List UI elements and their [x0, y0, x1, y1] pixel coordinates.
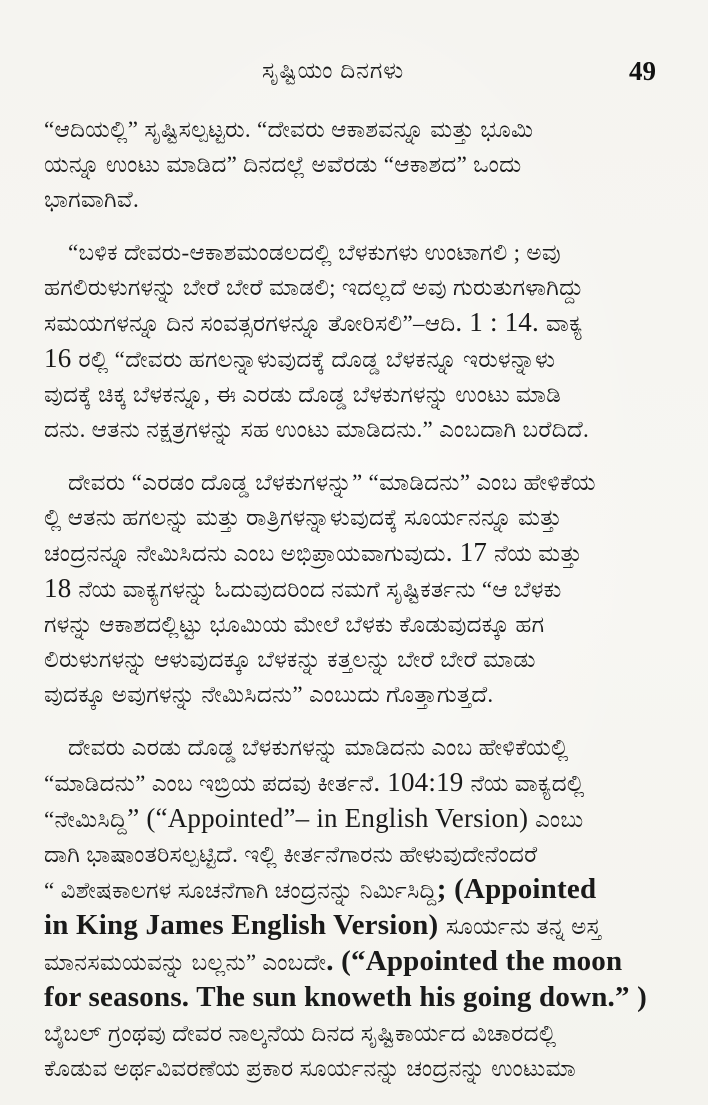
paragraph — [44, 465, 666, 712]
text-line: “ಬಳಿಕ ದೇವರು-ಆಕಾಶಮಂಡಲದಲ್ಲಿ ಬೆಳಕುಗಳು ಉಂಟಾಗಲಿ ; ಅವು — [68, 240, 561, 265]
text-line: “ಮಾಡಿದನು” ಎಂಬ ಇಬ್ರಿಯ ಪದವು ಕೀರ್ತನೆ. 104:19 ನೆಯ ವಾಕ್ಯದಲ್ಲಿ — [44, 767, 585, 797]
latin-text: 16 — [44, 343, 79, 373]
paragraph — [44, 112, 666, 217]
text-line — [44, 980, 666, 1016]
latin-text: for seasons. The sun knoweth his going down.” ) — [44, 981, 647, 1013]
running-header — [0, 56, 708, 94]
page-body — [44, 112, 666, 1104]
latin-text: . 1 : 14. — [455, 307, 546, 337]
text-line: ಸಮಯಗಳನ್ನೂ ದಿನ ಸಂವತ್ಸರಗಳನ್ನೂ ತೋರಿಸಲಿ”–ಆದಿ. 1 : 14. ವಾಕ್ಯ — [44, 307, 583, 337]
paragraph — [44, 730, 666, 1086]
text-line: ದಾಗಿ ಭಾಷಾಂತರಿಸಲ್ಪಟ್ಟಿದೆ. ಇಲ್ಲಿ ಕೀರ್ತನೆಗಾರನು ಹೇಳುವುದೇನೆಂದರೆ — [44, 842, 538, 867]
text-line: ಹಗಲಿರುಳುಗಳನ್ನು ಬೇರೆ ಬೇರೆ ಮಾಡಲಿ; ಇದಲ್ಲದೆ ಅವು ಗುರುತುಗಳಾಗಿದ್ದು — [44, 275, 584, 300]
text-line: 16 ರಲ್ಲಿ “ದೇವರು ಹಗಲನ್ನಾಳುವುದಕ್ಕೆ ದೊಡ್ಡ ಬೆಳಕನ್ನೂ ಇರುಳನ್ನಾಳು — [44, 343, 556, 373]
text-line: in King James English Version) ಸೂರ್ಯನು ತನ್ನ ಅಸ್ತ — [44, 909, 602, 941]
paragraph — [44, 235, 666, 447]
text-line: ಮಾನಸಮಯವನ್ನು ಬಲ್ಲನು” ಎಂಬದೇ. (“Appointed the moon — [44, 945, 623, 977]
text-line: ವುದಕ್ಕೂ ಅವುಗಳನ್ನು ನೇಮಿಸಿದನು” ಎಂಬುದು ಗೊತ್ತಾಗುತ್ತದೆ. — [44, 682, 494, 707]
text-line: ಗಳನ್ನು ಆಕಾಶದಲ್ಲಿಟ್ಟು ಭೂಮಿಯ ಮೇಲೆ ಬೆಳಕು ಕೊಡುವುದಕ್ಕೂ ಹಗ — [44, 612, 545, 637]
text-line: ಬೈಬಲ್ ಗ್ರಂಥವು ದೇವರ ನಾಲ್ಕನೆಯ ದಿನದ ಸೃಷ್ಟಿಕಾರ್ಯದ ವಿಚಾರದಲ್ಲಿ — [44, 1021, 557, 1046]
latin-text: . (“Appointed the moon — [326, 945, 623, 977]
text-line: 18 ನೆಯ ವಾಕ್ಯಗಳನ್ನು ಓದುವುದರಿಂದ ನಮಗೆ ಸೃಷ್ಟಿಕರ್ತನು “ಆ ಬೆಳಕು — [44, 573, 562, 603]
text-line: ಲಿರುಳುಗಳನ್ನು ಆಳುವುದಕ್ಕೂ ಬೆಳಕನ್ನು ಕತ್ತಲನ್ನು ಬೇರೆ ಬೇರೆ ಮಾಡು — [44, 647, 536, 672]
text-line: ಕೊಡುವ ಅರ್ಥವಿವರಣೆಯ ಪ್ರಕಾರ ಸೂರ್ಯನನ್ನು ಚಂದ್ರನನ್ನು ಉಂಟುಮಾ — [44, 1056, 576, 1081]
latin-text: ; (Appointed — [436, 873, 597, 905]
latin-text: ” (“Appointed”– in English Version) — [127, 803, 536, 833]
text-line: ಯನ್ನೂ ಉಂಟು ಮಾಡಿದ” ದಿನದಲ್ಲೆ ಅವೆರಡು “ಆಕಾಶದ” ಒಂದು — [44, 152, 522, 177]
text-line: ದೇವರು ಎರಡು ದೊಡ್ಡ ಬೆಳಕುಗಳನ್ನು ಮಾಡಿದನು ಎಂಬ ಹೇಳಿಕೆಯಲ್ಲಿ — [68, 735, 569, 760]
text-line: “ ವಿಶೇಷಕಾಲಗಳ ಸೂಚನೆಗಾಗಿ ಚಂದ್ರನನ್ನು ನಿರ್ಮಿಸಿದ್ದಿ; (Appointed — [44, 873, 597, 905]
text-line: “ನೇಮಿಸಿದ್ದಿ” (“Appointed”– in English Version) ಎಂಬು — [44, 803, 584, 833]
text-line: ದೇವರು “ಎರಡಂ ದೊಡ್ಡ ಬೆಳಕುಗಳನ್ನು” “ಮಾಡಿದನು” ಎಂಬ ಹೇಳಿಕೆಯ — [68, 470, 596, 495]
text-line: ಚಂದ್ರನನ್ನೂ ನೇಮಿಸಿದನು ಎಂಬ ಅಭಿಪ್ರಾಯವಾಗುವುದು. 17 ನೆಯ ಮತ್ತು — [44, 537, 583, 567]
page-number: 49 — [629, 56, 656, 86]
latin-text: in King James English Version) — [44, 909, 446, 941]
chapter-title: ಸೃಷ್ಟಿಯಂ ದಿನಗಳು — [262, 58, 405, 83]
text-line: “ಆದಿಯಲ್ಲಿ” ಸೃಷ್ಟಿಸಲ್ಪಟ್ಟರು. “ದೇವರು ಆಕಾಶವನ್ನೂ ಮತ್ತು ಭೂಮಿ — [44, 117, 534, 142]
latin-text: . 17 — [445, 537, 494, 567]
latin-text: . 104:19 — [373, 767, 471, 797]
latin-text: 18 — [44, 573, 79, 603]
text-line: ದನು. ಆತನು ನಕ್ಷತ್ರಗಳನ್ನು ಸಹ ಉಂಟು ಮಾಡಿದನು.” ಎಂಬದಾಗಿ ಬರೆದಿದೆ. — [44, 417, 590, 442]
text-line: ವುದಕ್ಕೆ ಚಿಕ್ಕ ಬೆಳಕನ್ನೂ, ಈ ಎರಡು ದೊಡ್ಡ ಬೆಳಕುಗಳನ್ನು ಉಂಟು ಮಾಡಿ — [44, 382, 561, 407]
text-line: ಭಾಗವಾಗಿವೆ. — [44, 187, 139, 212]
text-line: ಲ್ಲಿ ಆತನು ಹಗಲನ್ನು ಮತ್ತು ರಾತ್ರಿಗಳನ್ನಾಳುವುದಕ್ಕೆ ಸೂರ್ಯನನ್ನೂ ಮತ್ತು — [44, 505, 562, 530]
